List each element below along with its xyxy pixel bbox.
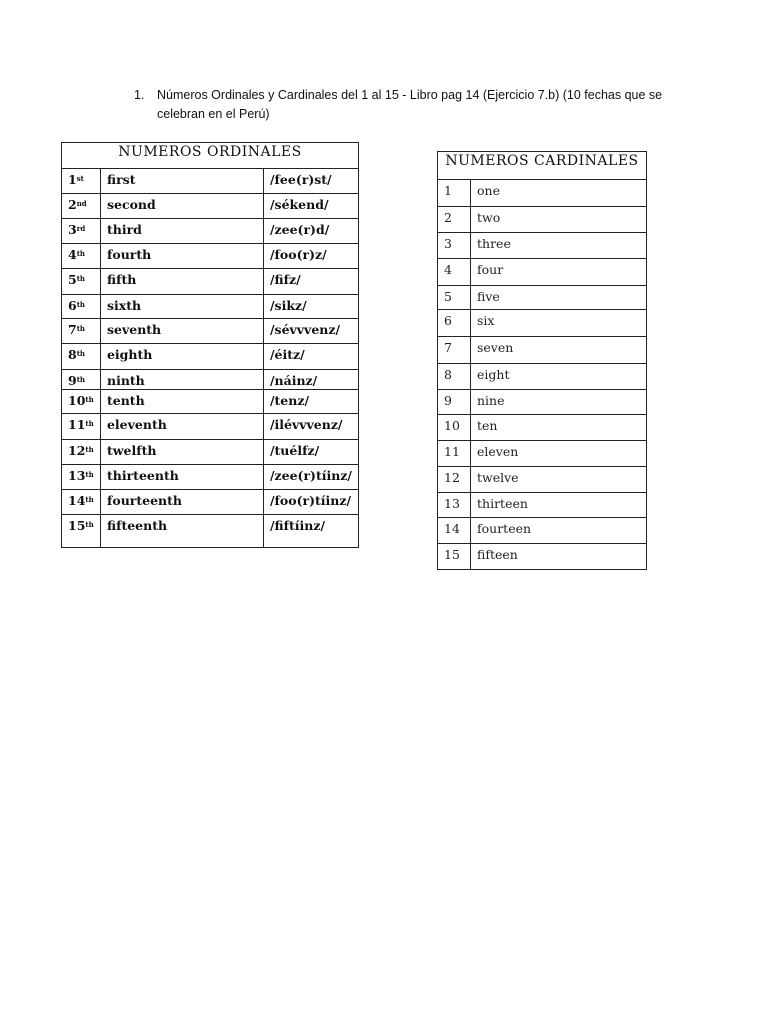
cardinal-number-cell: 4: [438, 259, 471, 286]
ordinal-word-cell: fifteenth: [100, 515, 263, 548]
table-row: [438, 233, 647, 259]
ordinal-suffix: th: [85, 520, 94, 529]
cardinal-table-header-row: [438, 152, 647, 180]
cardinal-table-body: [438, 180, 647, 570]
ordinal-number: 8: [68, 347, 77, 362]
pronunciation-cell: /tuélfz/: [263, 440, 358, 465]
table-row: [62, 440, 359, 465]
ordinal-suffix: st: [76, 174, 84, 183]
ordinal-number: 15: [68, 518, 86, 533]
table-row: [438, 441, 647, 467]
ordinal-number-cell: [62, 344, 101, 370]
table-row: [438, 364, 647, 390]
ordinal-suffix: th: [85, 495, 94, 504]
ordinal-number-cell: [62, 515, 101, 548]
ordinal-suffix: th: [76, 324, 86, 333]
cardinal-word-cell: five: [471, 286, 647, 310]
ordinal-word-cell: ninth: [100, 370, 263, 390]
cardinal-word-cell: seven: [471, 337, 647, 364]
list-number: 1.: [134, 88, 145, 102]
cardinal-word-cell: eleven: [471, 441, 647, 467]
table-row: [438, 493, 647, 518]
ordinal-word-cell: fifth: [100, 269, 263, 295]
table-row: [438, 337, 647, 364]
pronunciation-cell: /foo(r)tíinz/: [263, 490, 358, 515]
ordinal-number-cell: [62, 295, 101, 319]
ordinal-suffix: th: [85, 395, 94, 404]
ordinal-suffix: rd: [76, 224, 86, 233]
cardinal-table-title: NUMEROS CARDINALES: [438, 152, 647, 180]
table-row: [62, 219, 359, 244]
ordinal-number-cell: [62, 319, 101, 344]
ordinal-word-cell: tenth: [100, 390, 263, 414]
ordinal-word-cell: first: [100, 169, 263, 194]
cardinal-number-cell: 10: [438, 415, 471, 441]
cardinal-word-cell: three: [471, 233, 647, 259]
table-row: [62, 344, 359, 370]
cardinal-numbers-table: [437, 151, 647, 570]
ordinal-table-title: NUMEROS ORDINALES: [62, 143, 359, 169]
cardinal-word-cell: eight: [471, 364, 647, 390]
table-row: [62, 465, 359, 490]
cardinal-word-cell: six: [471, 310, 647, 337]
pronunciation-cell: /ilévvvenz/: [263, 414, 358, 440]
cardinal-word-cell: thirteen: [471, 493, 647, 518]
ordinal-suffix: th: [76, 274, 86, 283]
ordinal-suffix: th: [85, 470, 94, 479]
ordinal-suffix: th: [76, 249, 86, 258]
table-row: [438, 310, 647, 337]
ordinal-number-cell: [62, 490, 101, 515]
table-row: [438, 180, 647, 207]
ordinal-word-cell: fourteenth: [100, 490, 263, 515]
ordinal-number: 12: [68, 443, 86, 458]
table-row: [62, 244, 359, 269]
cardinal-number-cell: 8: [438, 364, 471, 390]
ordinal-suffix: th: [76, 349, 86, 358]
ordinal-number-cell: [62, 219, 101, 244]
ordinal-number-cell: [62, 169, 101, 194]
table-row: [62, 414, 359, 440]
table-row: [438, 544, 647, 570]
cardinal-word-cell: nine: [471, 390, 647, 415]
table-row: [438, 286, 647, 310]
heading-text: Números Ordinales y Cardinales del 1 al 15 - Libro pag 14 (Ejercicio 7.b) (10 fechas que se celebran en el Perú): [157, 88, 663, 121]
pronunciation-cell: /náinz/: [263, 370, 358, 390]
ordinal-number: 5: [68, 272, 77, 287]
ordinal-number: 1: [68, 172, 77, 187]
cardinal-number-cell: 7: [438, 337, 471, 364]
ordinal-suffix: nd: [76, 199, 87, 208]
pronunciation-cell: /fee(r)st/: [263, 169, 358, 194]
table-row: [62, 490, 359, 515]
ordinal-number: 10: [68, 393, 86, 408]
pronunciation-cell: /fiftíinz/: [263, 515, 358, 548]
pronunciation-cell: /foo(r)z/: [263, 244, 358, 269]
cardinal-word-cell: fifteen: [471, 544, 647, 570]
cardinal-number-cell: 3: [438, 233, 471, 259]
cardinal-number-cell: 12: [438, 467, 471, 493]
ordinal-number-cell: [62, 269, 101, 295]
ordinal-word-cell: eleventh: [100, 414, 263, 440]
cardinal-number-cell: 9: [438, 390, 471, 415]
ordinal-table-body: [62, 169, 359, 548]
ordinal-number-cell: [62, 194, 101, 219]
ordinal-number-cell: [62, 244, 101, 269]
table-row: [62, 269, 359, 295]
cardinal-word-cell: one: [471, 180, 647, 207]
cardinal-number-cell: 2: [438, 207, 471, 233]
ordinal-table-header-row: [62, 143, 359, 169]
cardinal-word-cell: fourteen: [471, 518, 647, 544]
ordinal-number-cell: [62, 465, 101, 490]
ordinal-suffix: th: [76, 375, 86, 384]
cardinal-number-cell: 1: [438, 180, 471, 207]
ordinal-suffix: th: [85, 419, 94, 428]
ordinal-number: 14: [68, 493, 86, 508]
ordinal-suffix: th: [76, 300, 86, 309]
ordinal-number-cell: [62, 440, 101, 465]
cardinal-number-cell: 14: [438, 518, 471, 544]
cardinal-word-cell: ten: [471, 415, 647, 441]
ordinal-word-cell: sixth: [100, 295, 263, 319]
cardinal-number-cell: 15: [438, 544, 471, 570]
ordinal-suffix: th: [85, 445, 94, 454]
cardinal-word-cell: twelve: [471, 467, 647, 493]
pronunciation-cell: /fifz/: [263, 269, 358, 295]
table-row: [62, 515, 359, 548]
ordinal-word-cell: twelfth: [100, 440, 263, 465]
table-row: [62, 194, 359, 219]
table-row: [438, 467, 647, 493]
ordinal-word-cell: second: [100, 194, 263, 219]
pronunciation-cell: /éitz/: [263, 344, 358, 370]
ordinal-number: 6: [68, 298, 77, 313]
table-row: [62, 390, 359, 414]
ordinal-number: 13: [68, 468, 86, 483]
ordinal-number: 3: [68, 222, 77, 237]
table-row: [438, 518, 647, 544]
ordinal-word-cell: eighth: [100, 344, 263, 370]
ordinal-word-cell: thirteenth: [100, 465, 263, 490]
cardinal-word-cell: four: [471, 259, 647, 286]
table-row: [438, 415, 647, 441]
cardinal-number-cell: 13: [438, 493, 471, 518]
cardinal-number-cell: 6: [438, 310, 471, 337]
table-row: [438, 207, 647, 233]
cardinal-word-cell: two: [471, 207, 647, 233]
pronunciation-cell: /zee(r)d/: [263, 219, 358, 244]
ordinal-number: 11: [68, 417, 86, 432]
pronunciation-cell: /sékend/: [263, 194, 358, 219]
ordinal-number-cell: [62, 414, 101, 440]
ordinal-number: 9: [68, 373, 77, 388]
table-row: [438, 259, 647, 286]
pronunciation-cell: /tenz/: [263, 390, 358, 414]
table-row: [62, 370, 359, 390]
pronunciation-cell: /sikz/: [263, 295, 358, 319]
table-row: [62, 319, 359, 344]
table-row: [62, 169, 359, 194]
cardinal-number-cell: 11: [438, 441, 471, 467]
pronunciation-cell: /zee(r)tíinz/: [263, 465, 358, 490]
table-row: [438, 390, 647, 415]
ordinal-number: 4: [68, 247, 77, 262]
ordinal-word-cell: fourth: [100, 244, 263, 269]
ordinal-word-cell: third: [100, 219, 263, 244]
table-row: [62, 295, 359, 319]
ordinal-number: 7: [68, 322, 77, 337]
pronunciation-cell: /sévvvenz/: [263, 319, 358, 344]
ordinal-number-cell: [62, 390, 101, 414]
ordinal-numbers-table: [61, 142, 359, 548]
ordinal-number: 2: [68, 197, 77, 212]
ordinal-word-cell: seventh: [100, 319, 263, 344]
ordinal-number-cell: [62, 370, 101, 390]
cardinal-number-cell: 5: [438, 286, 471, 310]
